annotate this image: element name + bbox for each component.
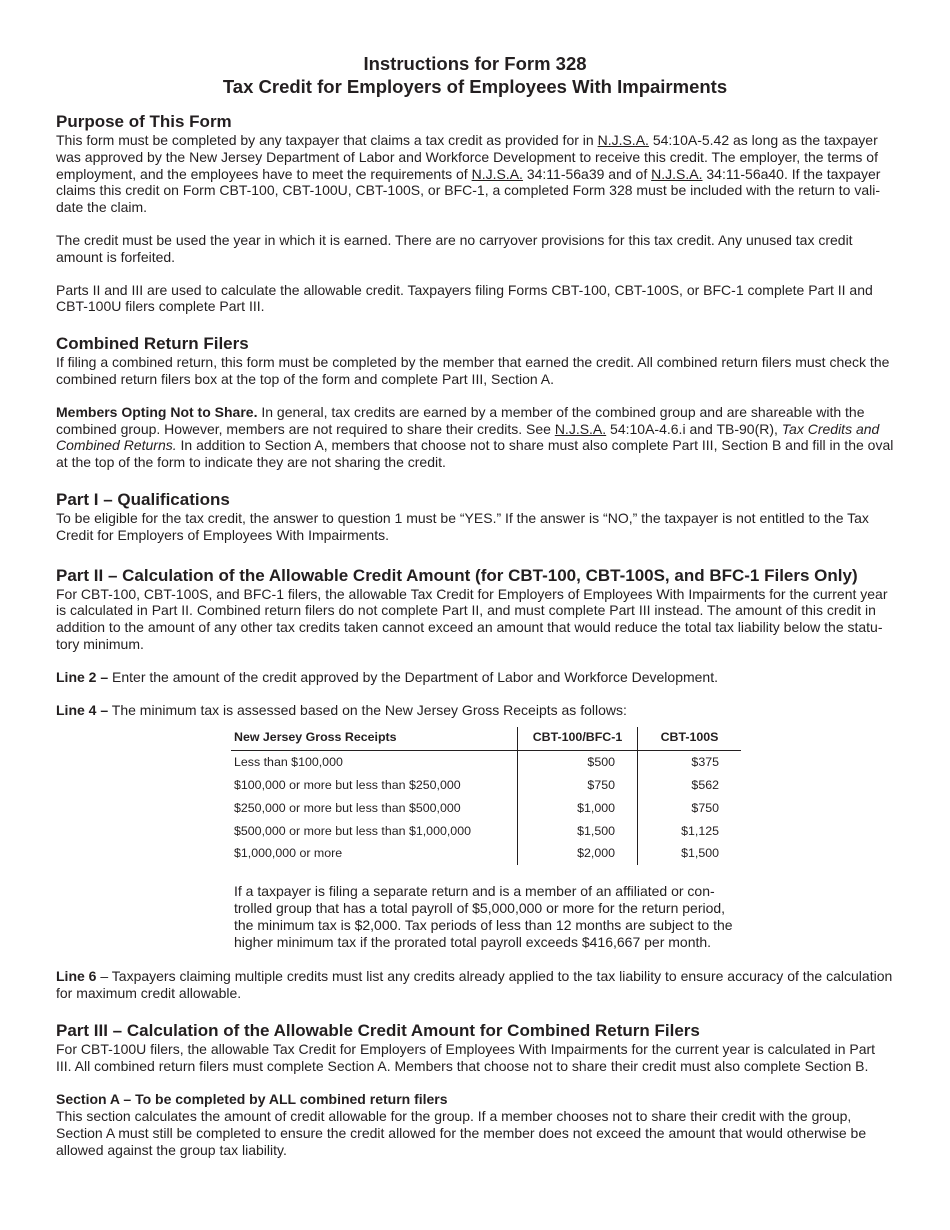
- table-cell: $1,000: [518, 797, 638, 820]
- table-row: [231, 797, 741, 820]
- column-header: CBT-100/BFC-1: [518, 727, 638, 750]
- table-cell: $2,000: [518, 842, 638, 865]
- purpose-paragraph-2: The credit must be used the year in which it is earned. There are no carryover provisions for this tax credit. Any unused tax credit amount is forfeited.: [56, 231, 853, 265]
- instructions-page: [56, 52, 894, 1159]
- column-header: New Jersey Gross Receipts: [231, 727, 518, 750]
- table-cell: $1,125: [638, 820, 742, 843]
- table-cell: $1,000,000 or more: [234, 846, 343, 861]
- table-cell: $562: [638, 774, 742, 797]
- purpose-paragraph-1: This form must be completed by any taxpayer that claims a tax credit as provided for in N.J.S.A. 54:10A-5.42 as long as the taxpayer was approved by the New Jersey Department of Labor and Workforce Development to receive this credit. The employer, the terms of employment, and the employees have to meet the requirements of N.J.S.A. 34:11-56a39 and of N.J.S.A. 34:11-56a40. If the taxpayer claims this credit on Form CBT-100, CBT-100U, CBT-100S, or BFC-1, a completed Form 328 must be included with the return to vali-date the claim.: [56, 132, 881, 216]
- table-cell: Less than $100,000: [234, 755, 343, 770]
- table-cell: $375: [638, 751, 742, 774]
- section-combined-return-filers: [56, 334, 894, 471]
- table-header-row: [231, 727, 741, 750]
- table-cell: $100,000 or more but less than $250,000: [234, 777, 461, 792]
- purpose-heading: Purpose of This Form: [56, 112, 232, 131]
- combined-paragraph-1: If filing a combined return, this form must be completed by the member that earned the credit. All combined return filers must check the combined return filers box at the top of the form and complete Part III, Section A.: [56, 354, 890, 387]
- part1-heading: Part I – Qualifications: [56, 489, 230, 509]
- form-title: Instructions for Form 328: [363, 53, 587, 74]
- section-part-2: [56, 566, 894, 1002]
- line-2-instruction: Line 2 – Enter the amount of the credit approved by the Department of Labor and Workforce Development.: [56, 668, 719, 685]
- part3-paragraph: For CBT-100U filers, the allowable Tax Credit for Employers of Employees With Impairments for the current year is calculated in Part III. All combined return filers must complete Section A. Members that choose not to share their credit must also complete Section B.: [56, 1040, 876, 1074]
- section-part-1: [56, 490, 894, 544]
- njsa-ref: N.J.S.A.: [471, 165, 523, 182]
- table-row: [231, 820, 741, 843]
- table-row: [231, 751, 741, 774]
- table-cell: $750: [518, 774, 638, 797]
- part2-heading: Part II – Calculation of the Allowable Credit Amount (for CBT-100, CBT-100S, and BFC-1 Filers Only): [56, 565, 858, 585]
- part2-paragraph: For CBT-100, CBT-100S, and BFC-1 filers, the allowable Tax Credit for Employers of Employees With Impairments for the current year is calculated in Part II. Combined return filers do not complete Part II, and must complete Part III instead. The amount of this credit in addition to the amount of any other tax credits taken cannot exceed an amount that would reduce the total tax liability below the statu-tory minimum.: [56, 585, 888, 652]
- section-a-heading: Section A – To be completed by ALL combined return filers: [56, 1091, 448, 1108]
- table-cell: $1,500: [518, 820, 638, 843]
- minimum-tax-note: If a taxpayer is filing a separate return and is a member of an affiliated or con-trolled group that has a total payroll of $5,000,000 or more for the return period, the minimum tax is $2,000. Tax periods of less than 12 months are subject to the higher minimum tax if the prorated total payroll exceeds $416,667 per month.: [234, 883, 733, 951]
- table-row: [231, 774, 741, 797]
- part1-paragraph: To be eligible for the tax credit, the answer to question 1 must be “YES.” If the answer is “NO,” the taxpayer is not entitled to the Tax Credit for Employers of Employees With Impairments.: [56, 509, 869, 543]
- njsa-ref: N.J.S.A.: [554, 420, 607, 437]
- njsa-ref: N.J.S.A.: [651, 165, 703, 182]
- table-cell: $1,500: [638, 842, 742, 865]
- part3-heading: Part III – Calculation of the Allowable Credit Amount for Combined Return Filers: [56, 1020, 700, 1040]
- minimum-tax-table: [231, 727, 741, 865]
- section-purpose: [56, 112, 894, 315]
- combined-paragraph-2: Members Opting Not to Share. In general, tax credits are earned by a member of the combined group and are shareable with the combined group. However, members are not required to share their credits. See N.J.S.A. 54:10A-4.6.i and TB-90(R), Tax Credits and Combined Returns. In addition to Section A, members that choose not to share must also complete Part III, Section B and fill in the oval at the top of the form to indicate they are not sharing the credit.: [56, 403, 894, 471]
- table-cell: $500,000 or more but less than $1,000,000: [234, 823, 471, 838]
- column-header: CBT-100S: [638, 727, 742, 750]
- section-part-3: [56, 1021, 894, 1159]
- tb90-title: Tax Credits and Combined Returns.: [56, 420, 880, 454]
- form-subtitle: Tax Credit for Employers of Employees With Impairments: [222, 76, 728, 97]
- members-opting-label: Members Opting Not to Share.: [56, 403, 258, 420]
- table-cell: $500: [518, 751, 638, 774]
- purpose-paragraph-3: Parts II and III are used to calculate the allowable credit. Taxpayers filing Forms CBT-100, CBT-100S, or BFC-1 complete Part II and CBT-100U filers complete Part III.: [56, 281, 873, 315]
- section-a-paragraph: This section calculates the amount of credit allowable for the group. If a member chooses not to share their credit with the group, Section A must still be completed to ensure the credit allowed for the member does not exceed the amount that would otherwise be allowed against the group tax liability.: [56, 1108, 867, 1158]
- line-6-instruction: Line 6 – Taxpayers claiming multiple credits must list any credits already applied to the tax liability to ensure accuracy of the calculation for maximum credit allowable.: [56, 968, 893, 1001]
- table-cell: $250,000 or more but less than $500,000: [234, 800, 461, 815]
- line-4-instruction: Line 4 – The minimum tax is assessed based on the New Jersey Gross Receipts as follows:: [56, 701, 627, 718]
- table-cell: $750: [638, 797, 742, 820]
- table-row: [231, 842, 741, 865]
- njsa-ref: N.J.S.A.: [597, 132, 649, 148]
- combined-heading: Combined Return Filers: [56, 334, 249, 354]
